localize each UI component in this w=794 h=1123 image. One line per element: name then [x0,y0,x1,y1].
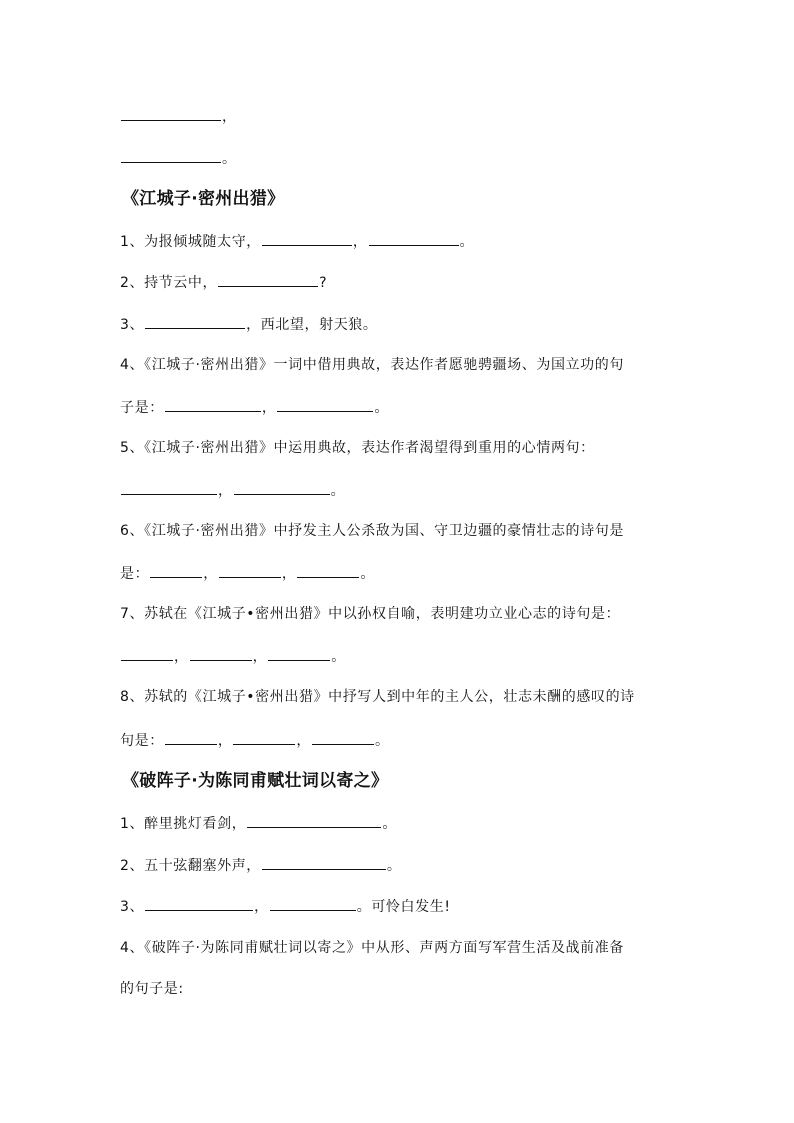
punct: ， [222,109,237,125]
question-1 [120,231,474,252]
question-text: 子是： [120,400,164,416]
question-text: 1、为报倾城随太守， [120,234,261,250]
answer-blank[interactable] [165,397,261,412]
answer-blank[interactable] [262,231,352,246]
answer-blank[interactable] [121,148,221,163]
question-text: 8、苏轼的《江城子•密州出猎》中抒写人到中年的主人公，壮志未酬的感叹的诗 [120,689,635,705]
question-2 [120,272,327,293]
answer-blank[interactable] [121,106,221,121]
question-text-tail: 。可怜白发生! [356,899,451,915]
answer-blank[interactable] [150,563,202,578]
answer-blank[interactable] [234,480,330,495]
question-7 [120,604,620,624]
prev-line-1 [120,106,237,127]
question-5-cont [120,480,345,501]
answer-blank[interactable] [121,480,217,495]
question-6 [120,521,624,541]
question-text: 4、《破阵子·为陈同甫赋壮词以寄之》中从形、声两方面写军营生活及战前准备 [120,940,624,956]
answer-blank[interactable] [312,730,374,745]
punct: 。 [375,733,390,749]
question-text: 5、《江城子·密州出猎》中运用典故，表达作者渴望得到重用的心情两句： [120,440,595,456]
question-6-cont [120,563,375,584]
question-text: 4、《江城子·密州出猎》一词中借用典故，表达作者愿驰骋疆场、为国立功的句 [120,357,624,373]
punct: ， [281,566,297,582]
answer-blank[interactable] [297,563,359,578]
punct: 。 [459,234,475,250]
punct: ， [261,400,277,416]
section-title-jiangchengzi: 《江城子·密州出猎》 [122,189,285,209]
punct: ? [319,275,328,291]
question-4-cont [120,397,389,418]
question-text: 3、 [120,317,145,333]
question-4 [120,355,624,375]
answer-blank[interactable] [270,896,356,911]
question-text: 7、苏轼在《江城子•密州出猎》中以孙权自喻，表明建功立业心志的诗句是： [120,606,621,622]
punct: ， [296,733,312,749]
punct: 。 [222,151,237,167]
question-text: 2、持节云中， [120,275,218,291]
question-3 [120,314,378,335]
prev-line-2 [120,148,237,169]
question-text: 2、五十弦翻塞外声， [120,858,261,874]
answer-blank[interactable] [145,896,253,911]
question-text: 句是： [120,733,164,749]
answer-blank[interactable] [190,646,252,661]
punct: ， [254,899,269,915]
question-text: 1、醉里挑灯看剑， [120,816,247,832]
answer-blank[interactable] [268,646,330,661]
punct: ， [218,483,233,499]
question-8 [120,687,635,707]
question-text: 是： [120,566,150,582]
question-p3 [120,896,451,917]
punct: 。 [331,649,346,665]
punct: 。 [386,858,402,874]
question-8-cont [120,730,390,751]
answer-blank[interactable] [121,646,173,661]
question-5 [120,438,595,458]
punct: ， [252,649,268,665]
answer-blank[interactable] [218,272,318,287]
punct: 。 [360,566,376,582]
answer-blank[interactable] [277,397,373,412]
punct: ， [217,733,233,749]
punct: 。 [382,816,397,832]
answer-blank[interactable] [145,314,245,329]
question-text: 的句子是: [120,981,184,997]
question-text: 6、《江城子·密州出猎》中抒发主人公杀敌为国、守卫边疆的豪情壮志的诗句是 [120,523,624,539]
answer-blank[interactable] [247,813,381,828]
answer-blank[interactable] [165,730,217,745]
question-p4 [120,938,624,958]
question-p2 [120,855,402,876]
question-p1 [120,813,397,834]
answer-blank[interactable] [233,730,295,745]
question-text: 3、 [120,899,145,915]
punct: ， [174,649,189,665]
question-text-tail: ，西北望，射天狼。 [246,317,378,333]
punct: ， [203,566,218,582]
answer-blank[interactable] [262,855,386,870]
answer-blank[interactable] [219,563,281,578]
punct: 。 [374,400,390,416]
question-p4-cont [120,979,184,999]
section-title-pozhenzi: 《破阵子·为陈同甫赋壮词以寄之》 [122,771,389,791]
answer-blank[interactable] [369,231,459,246]
question-7-cont [120,646,346,667]
punct: ， [352,234,368,250]
punct: 。 [330,483,346,499]
